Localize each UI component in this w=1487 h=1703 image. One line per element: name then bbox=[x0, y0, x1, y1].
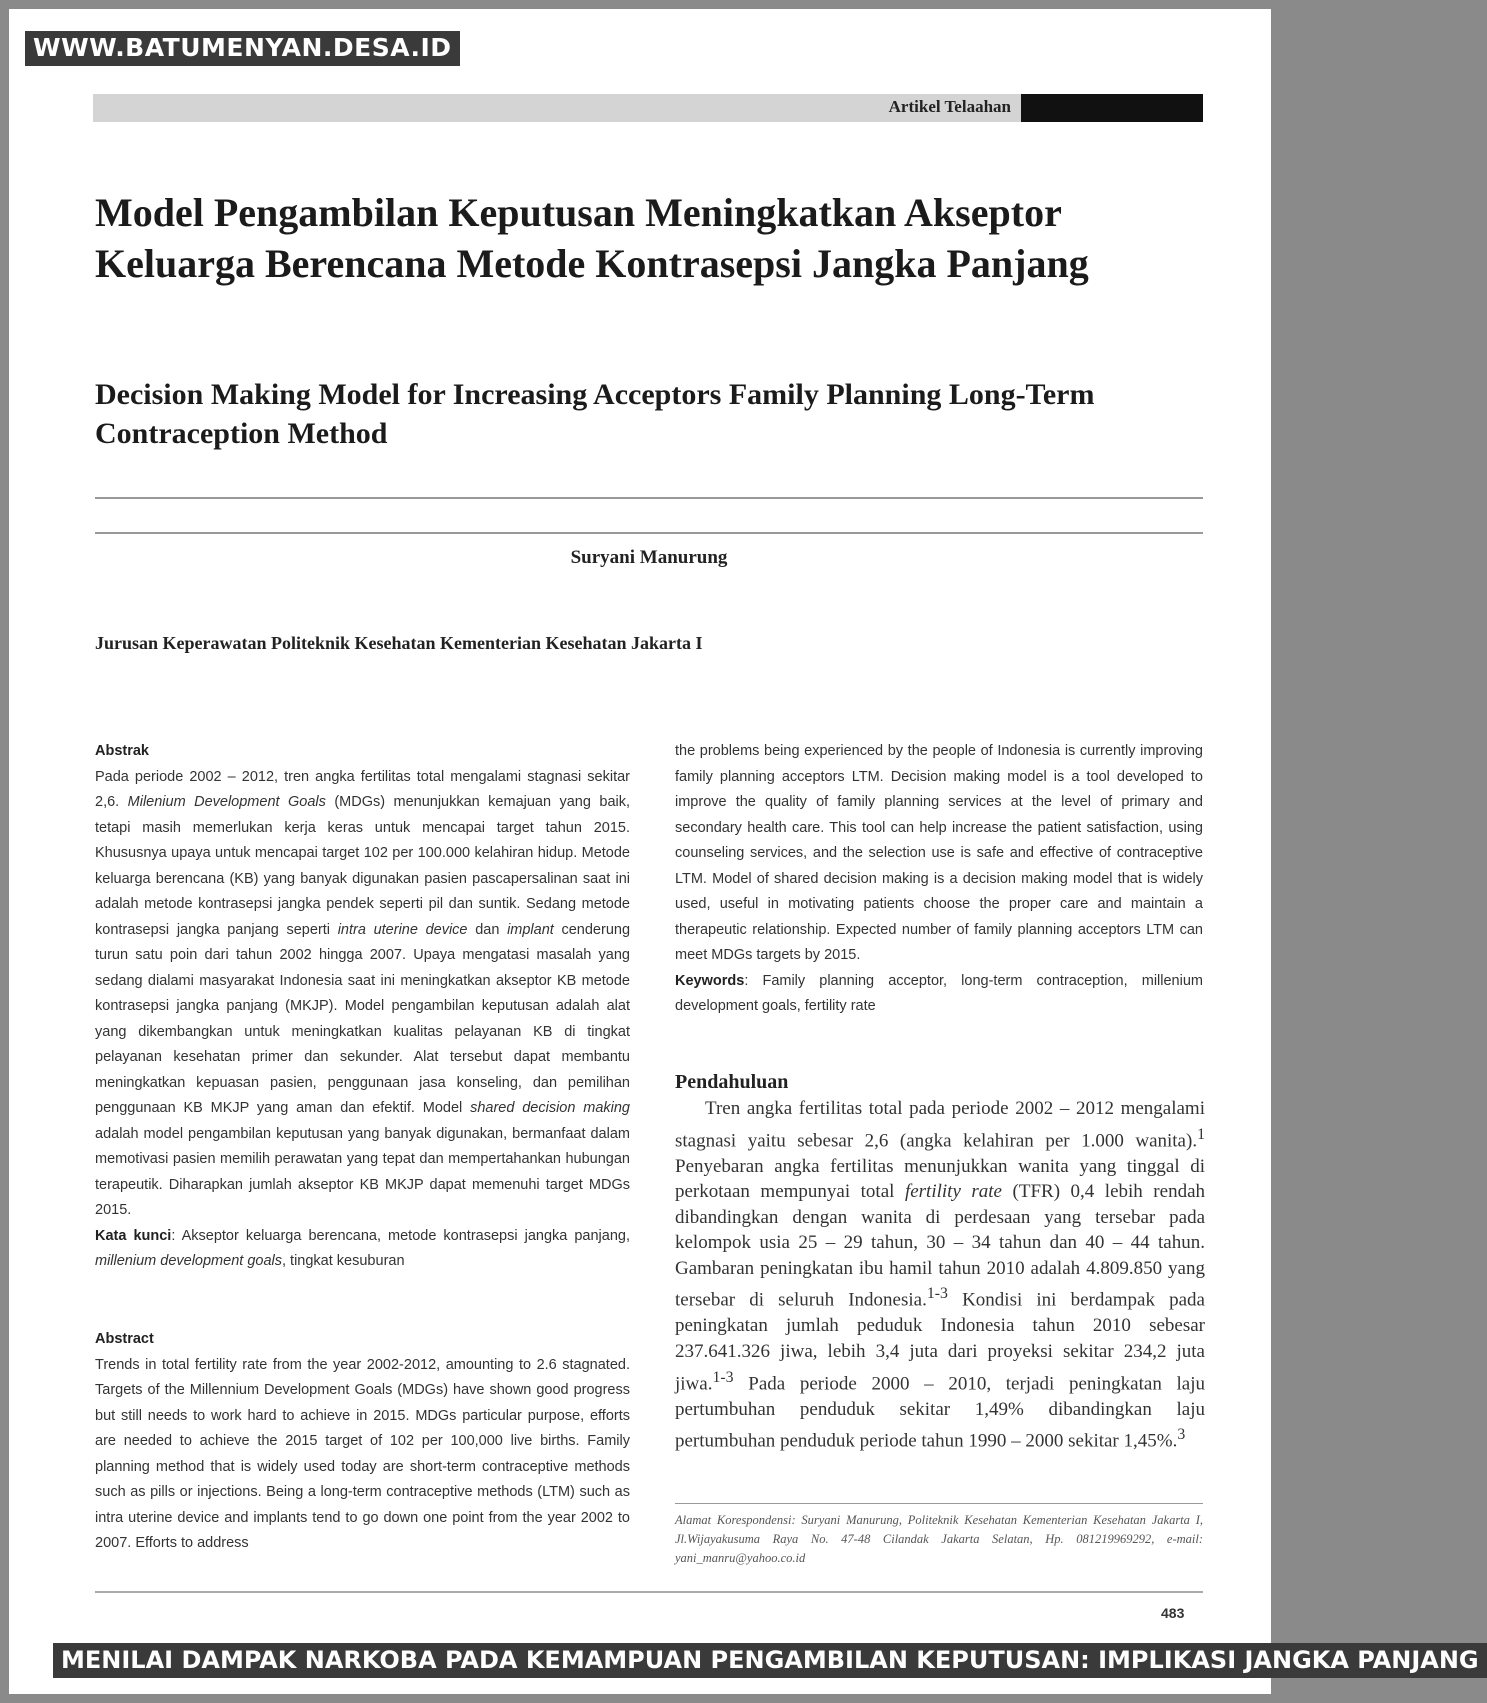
author-rule-bottom bbox=[95, 532, 1203, 534]
article-title-indonesian: Model Pengambilan Keputusan Meningkatkan Akseptor Keluarga Berencana Metode Kontrasepsi Jangka Panjang bbox=[95, 190, 1089, 286]
author-affiliation: Jurusan Keperawatan Politeknik Kesehatan Kementerian Kesehatan Jakarta I bbox=[95, 633, 703, 653]
abstract-english-section bbox=[95, 1327, 630, 1557]
header-black-block bbox=[1021, 94, 1203, 122]
abstrak-heading: Abstrak bbox=[95, 743, 149, 759]
section-label: Artikel Telaahan bbox=[888, 97, 1011, 116]
abstract-continuation bbox=[675, 739, 1203, 1020]
article-title-english: Decision Making Model for Increasing Acceptors Family Planning Long-Term Contraception Method bbox=[95, 378, 1095, 450]
abstract-heading: Abstract bbox=[95, 1331, 154, 1347]
caption-banner: MENILAI DAMPAK NARKOBA PADA KEMAMPUAN PENGAMBILAN KEPUTUSAN: IMPLIKASI JANGKA PANJANG bbox=[53, 1643, 1487, 1678]
pendahuluan-heading: Pendahuluan bbox=[675, 1071, 789, 1093]
author-rule-top bbox=[95, 497, 1203, 499]
section-header-bar bbox=[93, 94, 1203, 122]
abstrak-body: Pada periode 2002 – 2012, tren angka fertilitas total mengalami stagnasi sekitar 2,6. Milenium Development Goals (MDGs) menunjukkan kemajuan yang baik, tetapi masih memerlukan kerja keras untuk mencapai target tahun 2015. Khususnya upaya untuk mencapai target 102 per 100.000 kelahiran hidup. Metode keluarga berencana (KB) yang banyak digunakan pasien pascapersalinan saat ini adalah metode kontrasepsi jangka pendek seperti pil dan suntik. Sedang metode kontrasepsi jangka panjang seperti intra uterine device dan implant cenderung turun satu poin dari tahun 2002 hingga 2007. Upaya mengatasi masalah yang sedang dialami masyarakat Indonesia saat ini meningkatkan akseptor KB metode kontrasepsi jangka panjang (MKJP). Model pengambilan keputusan adalah alat yang dikembangkan untuk meningkatkan kualitas pelayanan KB di tingkat pelayanan kesehatan primer dan sekunder. Alat tersebut dapat membantu meningkatkan kepuasan pasien, penggunaan jasa konseling, dan pemilihan penggunaan KB MKJP yang aman dan efektif. Model shared decision making adalah model pengambilan keputusan yang banyak digunakan, bermanfaat dalam memotivasi pasien memilih perawatan yang tepat dan mempertahankan hubungan terapeutik. Diharapkan jumlah akseptor KB MKJP dapat memenuhi target MDGs 2015. bbox=[95, 768, 631, 1218]
correspondence-rule bbox=[675, 1503, 1203, 1504]
abstrak-section bbox=[95, 739, 630, 1275]
page-number: 483 bbox=[1161, 1605, 1185, 1621]
pendahuluan-body: Tren angka fertilitas total pada periode 2002 – 2012 mengalami stagnasi yaitu sebesar 2,6 (angka kelahiran per 1.000 wanita).$^1$ Penyebaran angka fertilitas menunjukkan wanita yang tinggal di perkotaan mempunyai total fertility rate (TFR) 0,4 lebih rendah dibandingkan dengan wanita di perdesaan yang tersebar pada kelompok usia 25 – 29 tahun, 30 – 34 tahun dan 40 – 44 tahun. Gambaran peningkatan ibu hamil tahun 2010 adalah 4.809.850 yang tersebar di seluruh Indonesia.$^{1-3}$ Kondisi ini berdampak pada peningkatan jumlah peduduk Indonesia tahun 2010 sebesar 237.641.326 jiwa, lebih 3,4 juta dari proyeksi sekitar 234,2 juta jiwa.$^{1-3}$ Pada periode 2000 – 2010, terjadi peningkatan laju pertumbuhan penduduk sekitar 1,49% dibandingkan laju pertumbuhan penduduk periode tahun 1990 – 2000 sekitar 1,45%.$^3$ bbox=[675, 1098, 1205, 1452]
abstract-continued-body: the problems being experienced by the people of Indonesia is currently improving family planning acceptors LTM. Decision making model is a tool developed to improve the quality of family planning services at the level of primary and secondary health care. This tool can help increase the patient satisfaction, using counseling services, and the selection use is safe and effective of contraceptive LTM. Model of shared decision making is a decision making model that is widely used, useful in motivating patients choose the proper care and maintain a therapeutic relationship. Expected number of family planning acceptors LTM can meet MDGs targets by 2015. bbox=[675, 743, 1203, 963]
author-name: Suryani Manurung bbox=[570, 547, 728, 568]
paper-page bbox=[9, 9, 1479, 1694]
keywords: Keywords: Family planning acceptor, long-term contraception, millenium development goals, fertility rate bbox=[675, 972, 1203, 1014]
correspondence-address: Alamat Korespondensi: Suryani Manurung, Politeknik Kesehatan Kementerian Kesehatan Jakarta I, Jl.Wijayakusuma Raya No. 47-48 Cilandak Jakarta Selatan, Hp. 081219969292, e-mail: yani_manru@yahoo.co.id bbox=[675, 1513, 1203, 1565]
site-watermark-banner: WWW.BATUMENYAN.DESA.ID bbox=[25, 31, 460, 66]
footer-rule bbox=[95, 1591, 1203, 1593]
abstrak-keywords: Kata kunci: Akseptor keluarga berencana, metode kontrasepsi jangka panjang, millenium development goals, tingkat kesuburan bbox=[95, 1227, 630, 1269]
abstract-body: Trends in total fertility rate from the year 2002-2012, amounting to 2.6 stagnated. Targets of the Millennium Development Goals (MDGs) have shown good progress but still needs to work hard to achieve in 2015. MDGs particular purpose, efforts are needed to achieve the 2015 target of 102 per 100,000 live births. Family planning method that is widely used today are short-term contraceptive methods such as pills or injections. Being a long-term contraceptive methods (LTM) such as intra uterine device and implants tend to go down one point from the year 2002 to 2007. Efforts to address bbox=[95, 1356, 630, 1551]
